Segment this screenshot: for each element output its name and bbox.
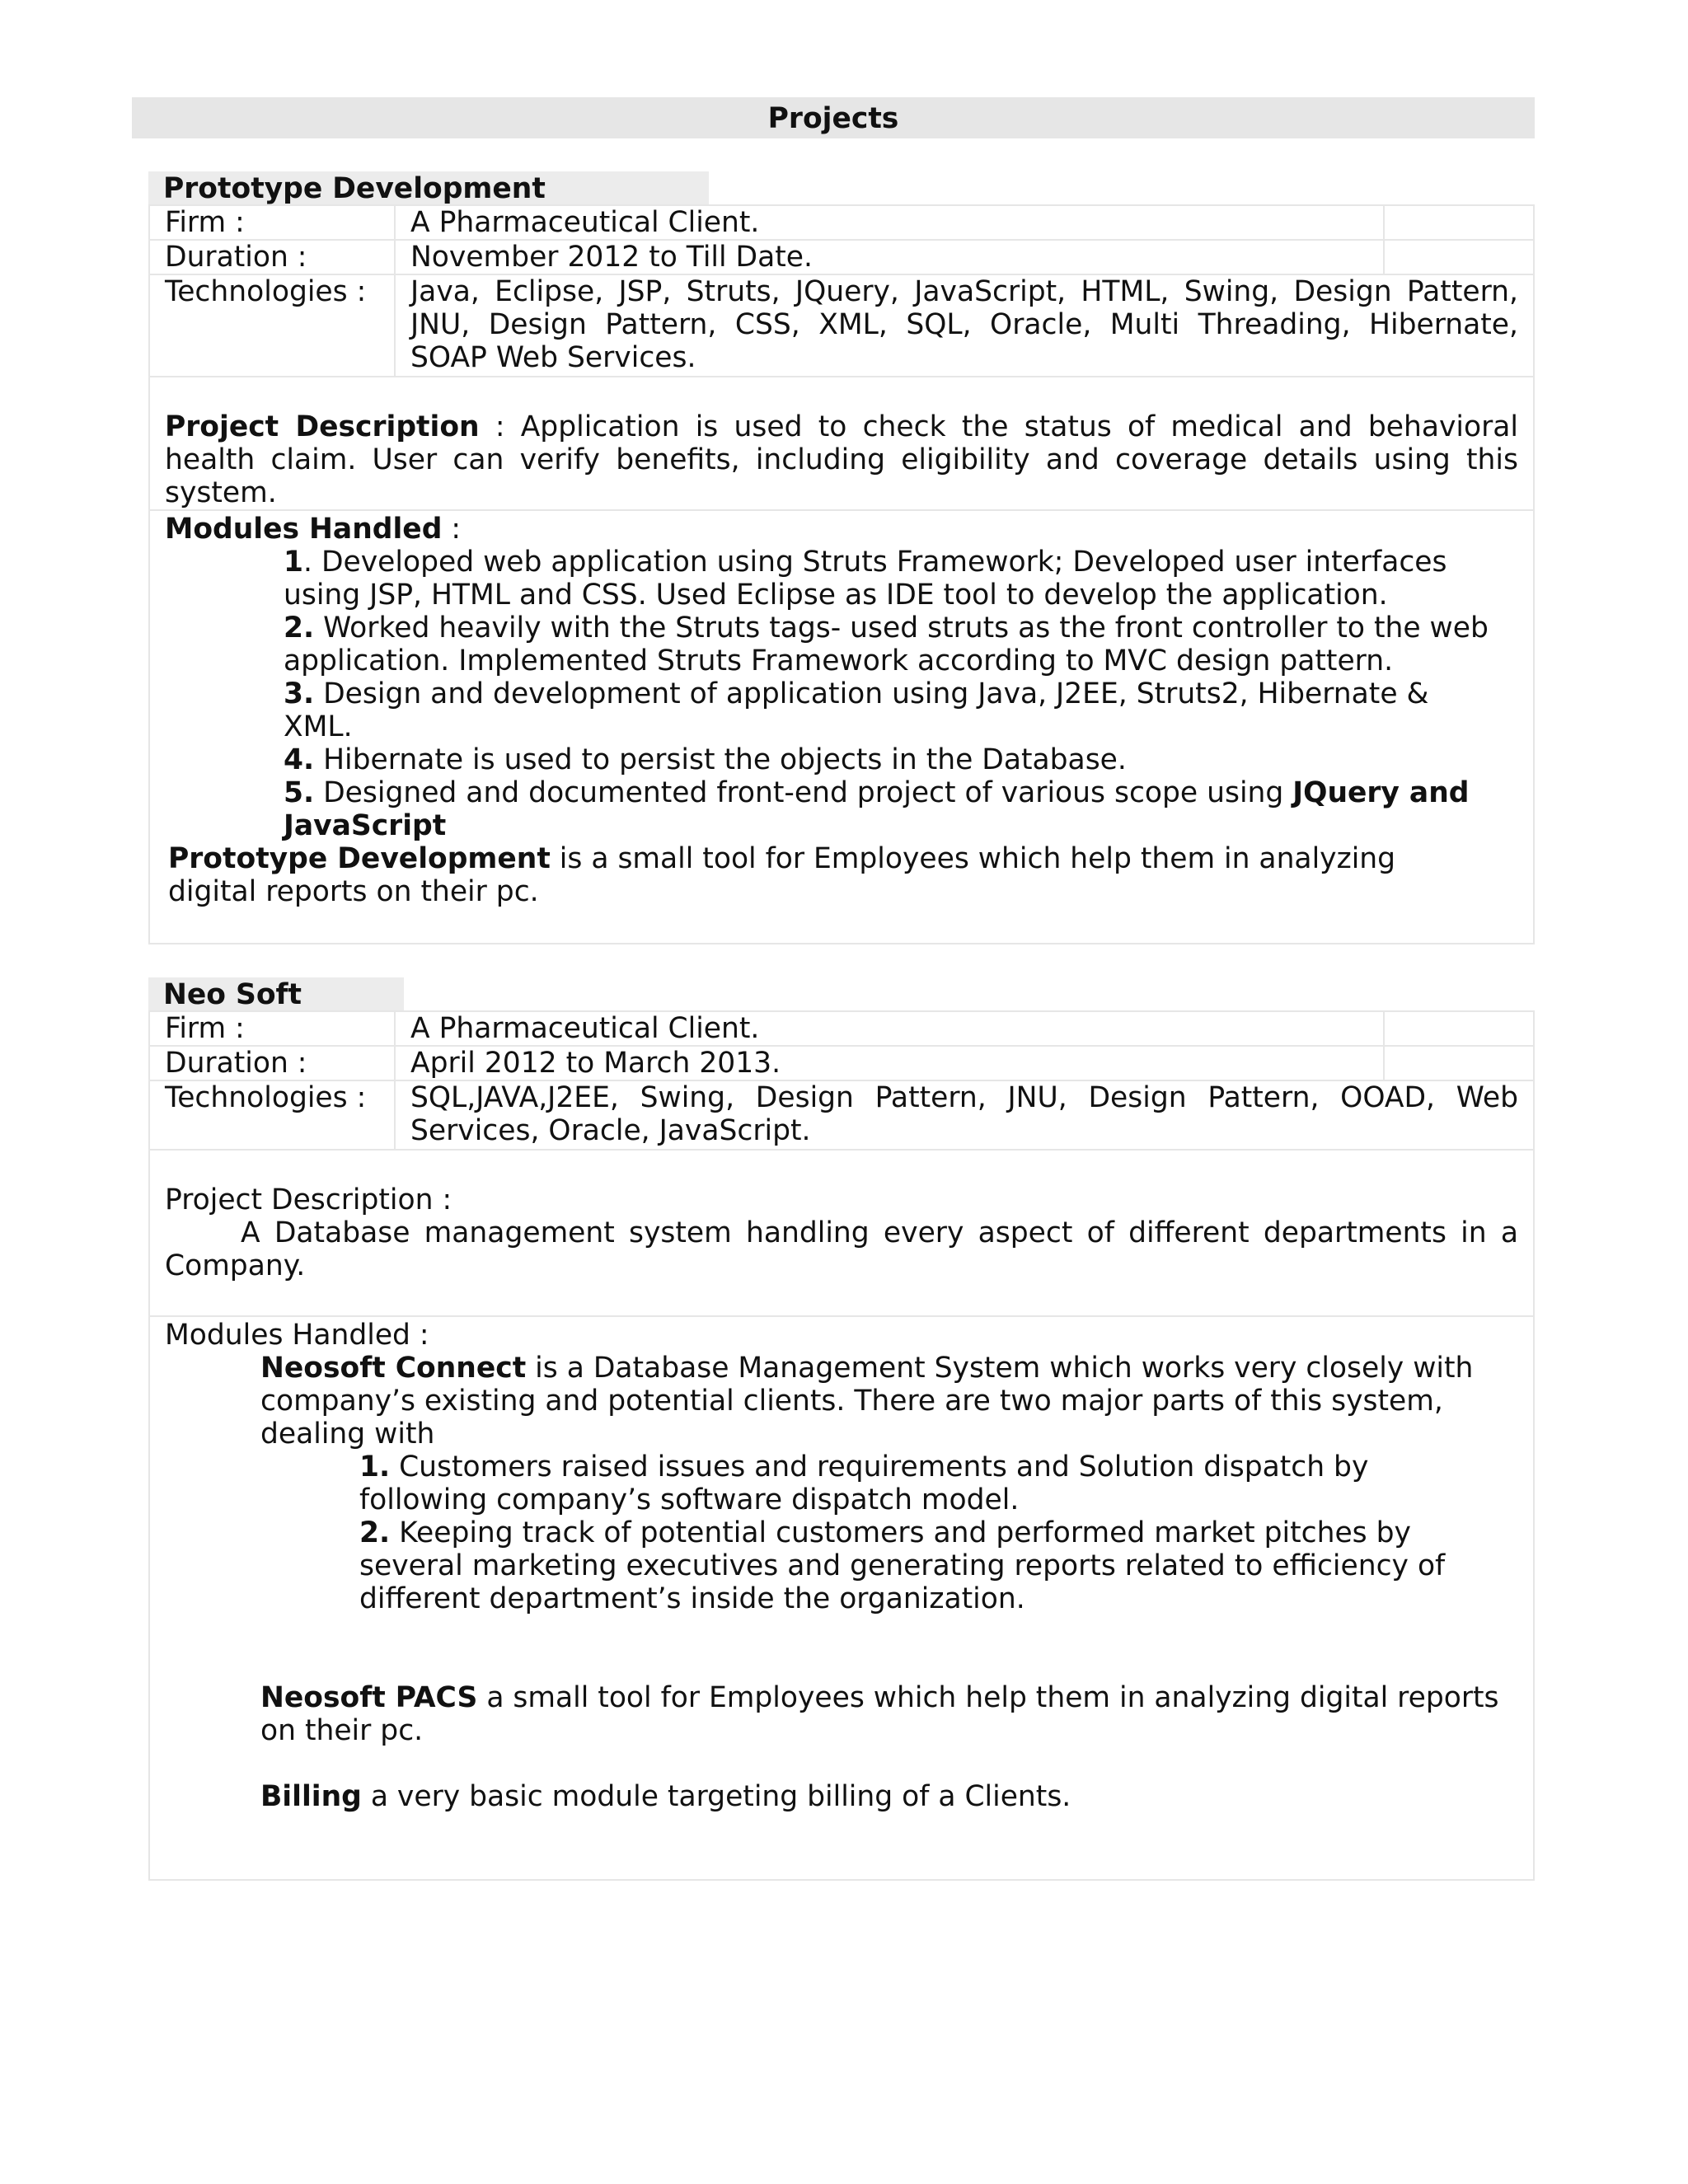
sub-module-item: 2. Keeping track of potential customers and performed market pitches by several marketing executives and generating reports related to efficiency of different department’s inside the organization. [359,1516,1446,1615]
module-item: 5. Designed and documented front-end project of various scope using JQuery and JavaScript [284,776,1470,842]
module-item: 2. Worked heavily with the Struts tags- used struts as the front controller to the web application. Implemented Struts Framework according to MVC design pattern. [284,612,1489,677]
section-title: Projects [132,97,1535,138]
project-description-text: Application is used to check the status of medical and behavioral health claim. User can verify benefits, including eligibility and coverage details using this system. [165,410,1518,509]
sub-module-item: 1. Customers raised issues and requirements and Solution dispatch by following company’s software dispatch model. [359,1451,1369,1516]
project-description-block [148,1149,1535,1317]
project-summary: Prototype Development is a small tool for Employees which help them in analyzing digital reports on their pc. [168,842,1396,908]
project-description: Project Description : Application is used to check the status of medical and behavioral health claim. User can verify benefits, including eligibility and coverage details using this system. [165,410,1518,509]
module-neosoft-connect: Neosoft Connect is a Database Management System which works very closely with company’s existing and potential clients. There are two major parts of this system, dealing with [260,1352,1474,1451]
firm-value: A Pharmaceutical Client. [410,206,760,239]
modules-block [148,509,1535,944]
firm-row [148,1010,1535,1047]
duration-row [148,1045,1535,1081]
module-list [284,546,1500,842]
module-billing: Billing a very basic module targeting billing of a Clients. [260,1780,1071,1813]
firm-row [148,204,1535,241]
project-title-prototype: Prototype Development [148,171,709,204]
sub-module-list [359,1451,1484,1615]
project-description-text: A Database management system handling every aspect of different departments in a Company. [165,1216,1518,1282]
technologies-label: Technologies : [165,1081,367,1114]
technologies-value: SQL,JAVA,J2EE, Swing, Design Pattern, JNU, Design Pattern, OOAD, Web Services, Oracle, JavaScript. [410,1081,1518,1147]
firm-value: A Pharmaceutical Client. [410,1012,760,1045]
project-title-neosoft: Neo Soft [148,977,404,1010]
technologies-label: Technologies : [165,275,367,308]
project-description-label: Project Description [165,410,480,443]
duration-value: April 2012 to March 2013. [410,1047,781,1080]
modules-heading: Modules Handled : [165,513,461,546]
technologies-row [148,1080,1535,1151]
module-neosoft-pacs: Neosoft PACS a small tool for Employees which help them in analyzing digital reports on their pc. [260,1681,1499,1747]
modules-block [148,1315,1535,1881]
duration-value: November 2012 to Till Date. [410,241,813,274]
module-item: 3. Design and development of application using Java, J2EE, Struts2, Hibernate & XML. [284,677,1429,743]
module-item: 1. Developed web application using Struts Framework; Developed user interfaces using JSP, HTML and CSS. Used Eclipse as IDE tool to develop the application. [284,546,1447,612]
module-item: 4. Hibernate is used to persist the objects in the Database. [284,743,1127,776]
firm-label: Firm : [165,1012,245,1045]
duration-label: Duration : [165,1047,307,1080]
project-description-block [148,376,1535,511]
technologies-row [148,274,1535,377]
firm-label: Firm : [165,206,245,239]
technologies-value: Java, Eclipse, JSP, Struts, JQuery, JavaScript, HTML, Swing, Design Pattern, JNU, Design Pattern, CSS, XML, SQL, Oracle, Multi Threading, Hibernate, SOAP Web Services. [410,275,1518,374]
duration-label: Duration : [165,241,307,274]
duration-row [148,239,1535,275]
modules-heading: Modules Handled : [165,1319,429,1352]
project-description-label: Project Description : [165,1183,452,1216]
